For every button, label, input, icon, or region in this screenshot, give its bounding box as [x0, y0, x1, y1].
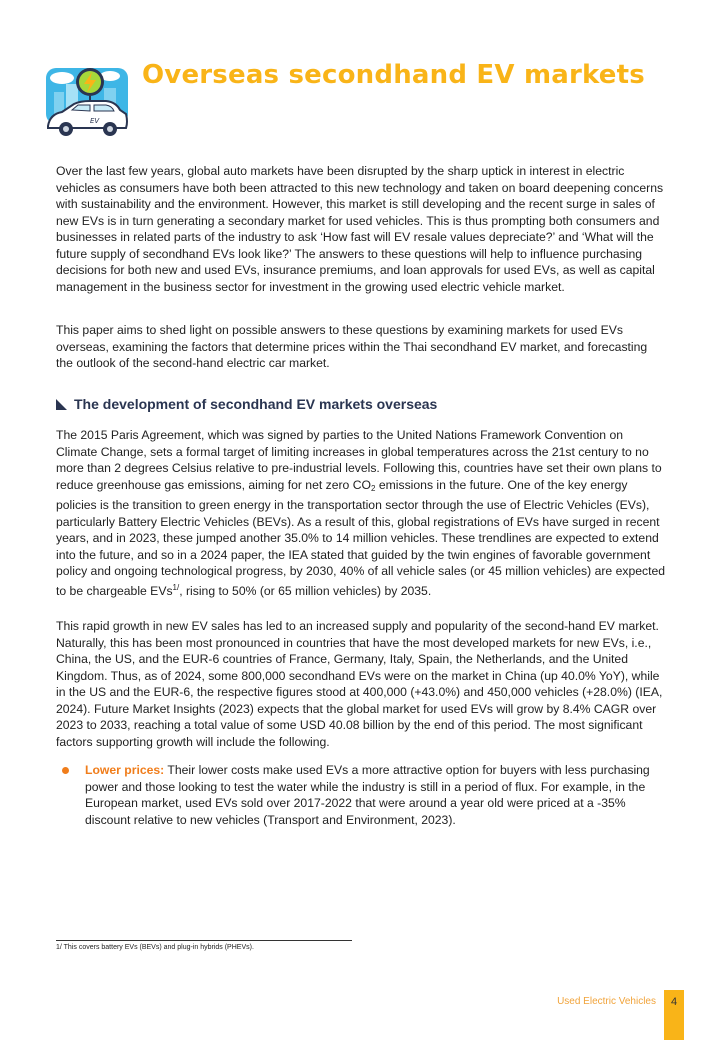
- subscript: 2: [371, 483, 376, 493]
- footnote-divider: [56, 940, 352, 941]
- bullet-text: Their lower costs make used EVs a more attractive option for buyers with less purchasing power and those looking to test the water while the industry is still in a period of flux. For example, in the European market, used EVs sold over 2017-2022 that were around a year old were priced at a -35% discount relative to new vehicles (Transport and Environment, 2023).: [85, 763, 650, 827]
- bullet-dot-icon: [62, 767, 69, 774]
- footnote-marker[interactable]: 1/: [172, 582, 180, 592]
- paragraph-text: , rising to 50% (or 65 million vehicles) by 2035.: [179, 583, 432, 598]
- footer-label: Used Electric Vehicles: [557, 996, 656, 1007]
- intro-paragraph-2: This paper aims to shed light on possible answers to these questions by examining markets for used EVs overseas, examining the factors that determine prices within the Thai secondhand EV market, and forecasting the outlook of the second-hand electric car market.: [56, 323, 648, 370]
- bullet-item: [60, 762, 670, 828]
- car-label: EV: [90, 117, 100, 125]
- body-paragraph-2: This rapid growth in new EV sales has led to an increased supply and popularity of the second-hand EV market. Naturally, this has been most pronounced in countries that have the most developed markets for new EVs, i.e., China, the US, and the EUR-6 countries of France, Germany, Italy, Spain, the Netherlands, and the United Kingdom. Thus, as of 2024, some 800,000 secondhand EVs were on the market in China (up 40.0% YoY), while in the US and the EUR-6, the respective figures stood at 400,000 (+43.0%) and 450,000 vehicles (+28.0%) (IEA, 2024). Future Market Insights (2023) expects that the global market for used EVs will grow by 8.4% CAGR over 2023 to 2033, reaching a total value of some USD 40.08 billion by the end of this period. The most significant factors supporting growth will include the following.: [56, 619, 663, 749]
- paragraph-text: The 2015 Paris Agreement, which was signed by parties to the United Nations Framework Convention on Climate Change, sets a formal target of limiting increases in global temperatures across the 21st century to no more than 2 degrees Celsius relative to pre-industrial levels. Following this, countries have set their own plans to reduce greenhouse gas emissions, aiming for net zero CO: [56, 428, 662, 492]
- page-header: [44, 60, 684, 140]
- section-heading: [56, 396, 667, 416]
- body-paragraph-1: [56, 427, 667, 599]
- ev-car-charging-icon: [44, 64, 130, 140]
- section-title: The development of secondhand EV markets overseas: [74, 396, 438, 412]
- footnote: 1/ This covers battery EVs (BEVs) and plug-in hybrids (PHEVs).: [56, 944, 254, 951]
- intro-paragraph-1: Over the last few years, global auto markets have been disrupted by the sharp uptick in interest in electric vehicles as consumers have both been attracted to this new technology and taken on board deepening concerns with sustainability and the environment. However, this market is still developing and the recent surge in sales of new EVs is in turn generating a secondary market for used vehicles. This is thus prompting both consumers and businesses in related parts of the industry to ask ‘How fast will EV resale values depreciate?’ and ‘What will the future supply of secondhand EVs look like?’ The answers to these questions will help to influence purchasing decisions for both new and used EVs, insurance premiums, and loan approvals for used EVs, as well as capital management in the business sector for investment in the growing used electric vehicle market.: [56, 164, 664, 294]
- bullet-label: Lower prices:: [85, 763, 165, 777]
- page-number: 4: [670, 996, 678, 1008]
- section-triangle-icon: [56, 399, 67, 410]
- page-title: Overseas secondhand EV markets: [142, 60, 645, 90]
- paragraph-text: emissions in the future. One of the key energy policies is the transition to green energy in the transportation sector through the use of Electric Vehicles (EVs), particularly Battery Electric Vehicles (BEVs). As a result of this, global registrations of EVs have surged in recent years, and in 2023, these jumped another 35.0% to 14 million vehicles. These trendlines are expected to extend into the future, and so in a 2024 paper, the IEA stated that guided by the twin engines of favorable government policy and ongoing technological progress, by 2030, 40% of all vehicle sales (or 45 million vehicles) are expected to be chargeable EVs: [56, 477, 666, 598]
- page-number-box: [664, 990, 684, 1040]
